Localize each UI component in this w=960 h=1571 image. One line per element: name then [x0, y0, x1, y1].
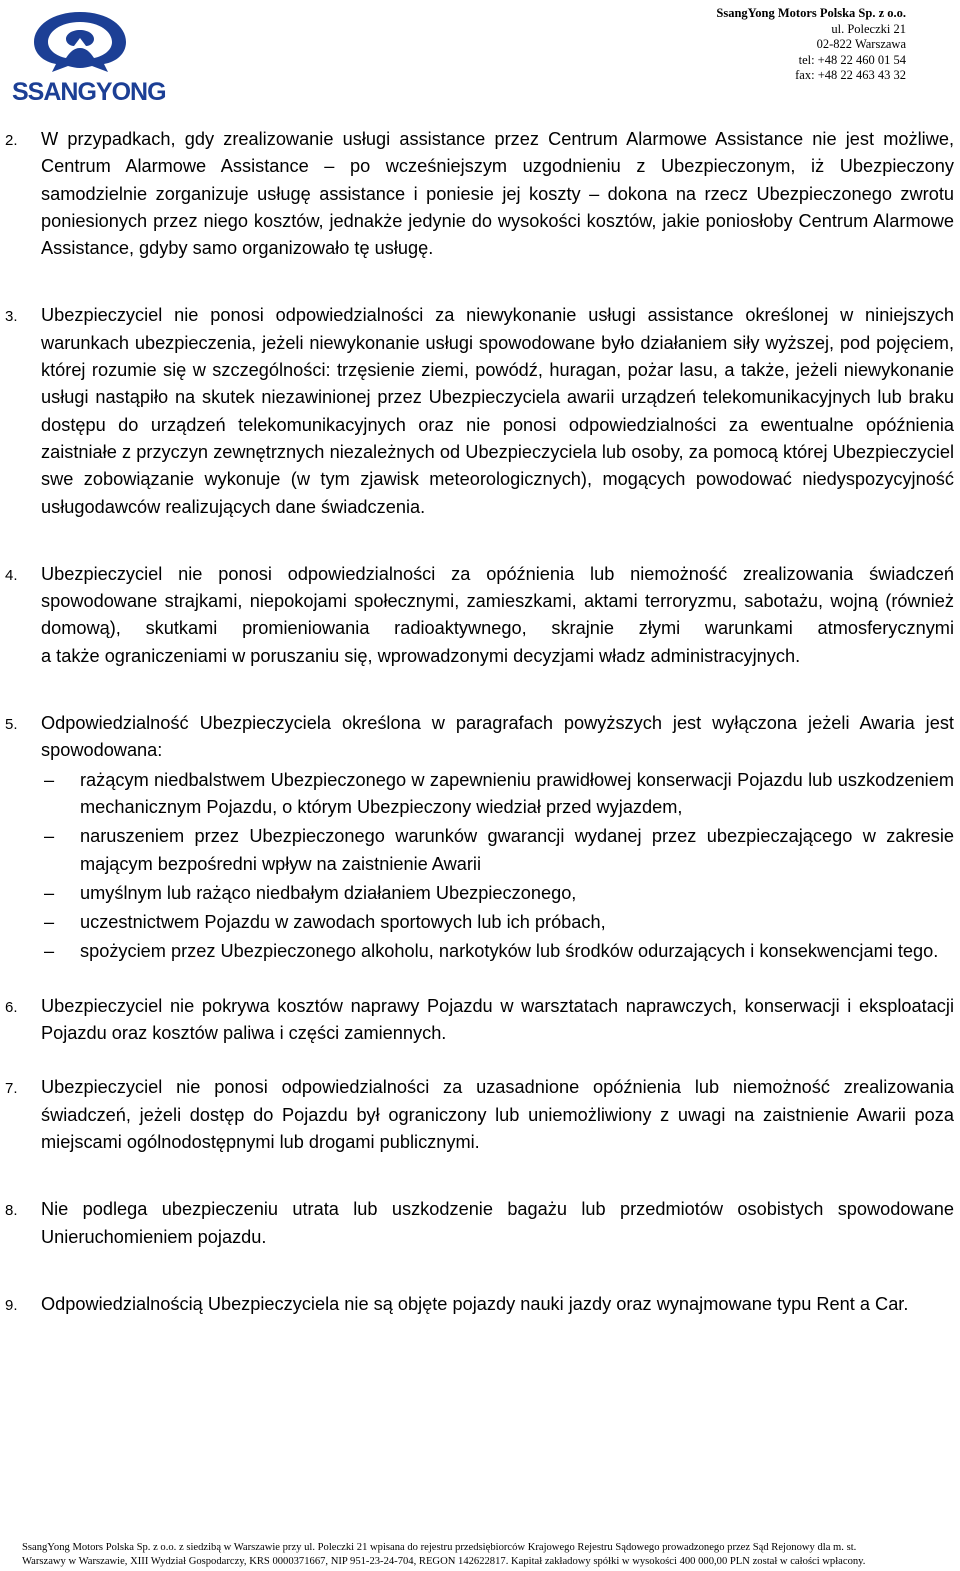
clause-text: Ubezpieczyciel nie ponosi odpowiedzialności za opóźnienia lub niemożność zrealizowania świadczeń spowodowane strajkami, niepokojami społecznymi, zamieszkami, aktami terroryzmu, sabotażu, wojną (również domową), skutkami promieniowania radioaktywnego, skrajnie złymi warunkami atmosferycznymi: [41, 563, 954, 639]
list-item-text: rażącym niedbalstwem Ubezpieczonego w zapewnieniu prawidłowej konserwacji Pojazdu lub uszkodzeniem mechanicznym Pojazdu, o którym Ubezpieczony wiedział przed wyjazdem,: [80, 769, 954, 817]
company-address-block: [716, 6, 906, 84]
clause-number: 9.: [5, 1296, 18, 1314]
list-item-text: umyślnym lub rażąco niedbałym działaniem Ubezpieczonego,: [80, 882, 577, 903]
logo-wordmark: SSANGYONG: [12, 78, 166, 106]
clause-number: 3.: [5, 308, 18, 326]
list-item: [0, 880, 954, 907]
dash-bullet: –: [44, 941, 55, 962]
ssangyong-logo: [12, 8, 166, 106]
company-tel: tel: +48 22 460 01 54: [798, 52, 906, 67]
clause-text: Odpowiedzialność Ubezpieczyciela określona w paragrafach powyższych jest wyłączona jeżeli Awaria jest spowodowana:: [41, 713, 954, 761]
exclusion-list: [0, 767, 954, 966]
clause-text: W przypadkach, gdy zrealizowanie usługi assistance przez Centrum Alarmowe Assistance nie jest możliwe, Centrum Alarmowe Assistance – po wcześniejszym uzgodnieniu z Ubezpieczonym, iż Ubezpieczony samodzielnie zorganizuje usługę assistance i poniesie jej koszty – dokona na rzecz Ubezpieczonego zwrotu poniesionych przez niego kosztów, jednakże jedynie do wysokości kosztów, jakie poniosłoby Centrum Alarmowe Assistance, gdyby samo organizowało tę usługę.: [41, 129, 954, 259]
list-item-text: naruszeniem przez Ubezpieczonego warunków gwarancji wydanej przez ubezpieczającego w zakresie mającym bezpośredni wpływ na zaistnienie Awarii: [80, 826, 954, 874]
dash-bullet: –: [44, 882, 55, 903]
clause-4: [0, 561, 960, 670]
clause-text: Ubezpieczyciel nie ponosi odpowiedzialności za niewykonanie usługi assistance określonej w niniejszych warunkach ubezpieczenia, jeżeli niewykonanie usługi spowodowane było działaniem siły wyższej, pod pojęciem, której rozumie się w szczególności: trzęsienie ziemi, powódź, huragan, pożar lasu, a także, jeżeli niewykonanie usługi nastąpiło na skutek niezawinionej przez Ubezpieczyciela awarii urządzeń telekomunikacyjnych lub braku dostępu do urządzeń telekomunikacyjnych oraz nie ponosi odpowiedzialności za ewentualne opóźnienia zaistniałe z przyczyn zewnętrznych niezależnych od Ubezpieczyciela lub osoby, za pomocą której Ubezpieczyciel swe zobowiązanie wykonuje (w tym zjawisk meteorologicznych), mogących powodować niedyspozycyjność usługodawców realizujących dane świadczenia.: [41, 305, 954, 517]
dash-bullet: –: [44, 826, 55, 847]
list-item-text: spożyciem przez Ubezpieczonego alkoholu, narkotyków lub środków odurzających i konsekwencjami tego.: [80, 941, 939, 962]
clause-text: Odpowiedzialnością Ubezpieczyciela nie są objęte pojazdy nauki jazdy oraz wynajmowane typu Rent a Car.: [41, 1293, 909, 1314]
list-item: [0, 823, 954, 878]
company-city: 02-822 Warszawa: [816, 37, 906, 52]
logo-emblem-icon: [12, 8, 148, 78]
page-footer: [22, 1541, 952, 1569]
footer-line-1: SsangYong Motors Polska Sp. z o.o. z siedzibą w Warszawie przy ul. Poleczki 21 wpisana do rejestru przedsiębiorców Krajowego Rejestru Sądowego prowadzonego przez Sąd Rejonowy dla m. st.: [22, 1542, 857, 1553]
clause-number: 7.: [5, 1080, 18, 1098]
clause-7: [0, 1074, 960, 1156]
footer-line-2: Warszawy w Warszawie, XIII Wydział Gospodarczy, KRS 0000371667, NIP 951-23-24-704, REGON 142622817. Kapitał zakładowy spółki w wysokości 400 000,00 PLN został w całości wpłacony.: [22, 1556, 866, 1567]
clause-number: 6.: [5, 998, 18, 1016]
list-item-text: uczestnictwem Pojazdu w zawodach sportowych lub ich próbach,: [80, 912, 606, 933]
company-fax: fax: +48 22 463 43 32: [795, 68, 906, 83]
clause-6: [0, 993, 960, 1048]
dash-bullet: –: [44, 769, 55, 790]
list-item: [0, 767, 954, 822]
clause-number: 8.: [5, 1202, 18, 1220]
clause-3: [0, 302, 960, 520]
clause-text: Nie podlega ubezpieczeniu utrata lub uszkodzenie bagażu lub przedmiotów osobistych spowodowane Unieruchomieniem pojazdu.: [41, 1199, 954, 1247]
clause-number: 4.: [5, 566, 18, 584]
clause-9: [0, 1291, 960, 1318]
clause-number: 5.: [5, 716, 18, 734]
dash-bullet: –: [44, 912, 55, 933]
company-name: SsangYong Motors Polska Sp. z o.o.: [716, 6, 906, 20]
clause-2: [0, 126, 960, 262]
clause-text: Ubezpieczyciel nie ponosi odpowiedzialności za uzasadnione opóźnienia lub niemożność zrealizowania świadczeń, jeżeli dostęp do Pojazdu był ograniczony lub uniemożliwiony z uwagi na zaistnienie Awarii poza miejscami ogólnodostępnymi lub drogami publicznymi.: [41, 1077, 954, 1152]
company-street: ul. Poleczki 21: [831, 21, 906, 36]
clause-number: 2.: [5, 132, 18, 149]
list-item: [0, 938, 954, 965]
clause-8: [0, 1196, 960, 1251]
clause-5: [0, 710, 960, 966]
clause-text: Ubezpieczyciel nie pokrywa kosztów naprawy Pojazdu w warsztatach naprawczych, konserwacji i eksploatacji Pojazdu oraz kosztów paliwa i części zamiennych.: [41, 995, 954, 1044]
clause-text-continued: a także ograniczeniami w poruszaniu się, wprowadzonymi decyzjami władz administracyjnych.: [41, 645, 801, 666]
document-body: [0, 126, 960, 1318]
list-item: [0, 909, 954, 936]
